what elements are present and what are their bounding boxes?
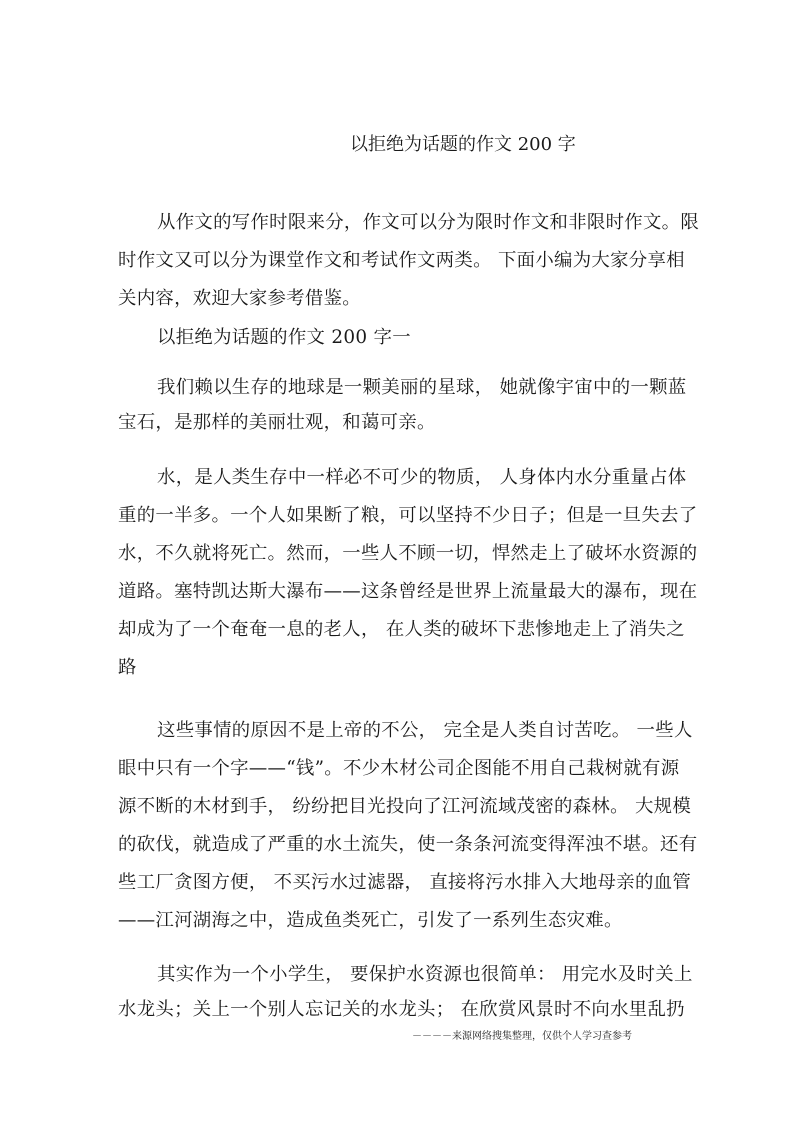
paragraph-line: 我们赖以生存的地球是一颗美丽的星球， 她就像宇宙中的一颗蓝 xyxy=(157,377,687,398)
paragraph-line: 眼中只有一个字——“钱”。不少木材公司企图能不用自己栽树就有源 xyxy=(118,758,680,779)
document-title: 以拒绝为话题的作文 200 字 xyxy=(350,134,576,155)
paragraph-line: 源不断的木材到手， 纷纷把目光投向了江河流域茂密的森林。 大规模 xyxy=(118,796,692,817)
paragraph-line: 道路。塞特凯达斯大瀑布——这条曾经是世界上流量最大的瀑布，现在 xyxy=(118,581,698,602)
paragraph-line: 却成为了一个奄奄一息的老人， 在人类的破坏下悲惨地走上了消失之 xyxy=(118,619,685,640)
paragraph-line: 其实作为一个小学生， 要保护水资源也很简单： 用完水及时关上 xyxy=(157,964,693,985)
footer-note: －－－－来源网络搜集整理，仅供个人学习查参考 xyxy=(412,1031,632,1042)
intro-line: 关内容，欢迎大家参考借鉴。 xyxy=(118,288,361,309)
paragraph-line: 的砍伐，就造成了严重的水土流失，使一条条河流变得浑浊不堪。还有 xyxy=(118,834,698,855)
intro-line: 时作文又可以分为课堂作文和考试作文两类。 下面小编为大家分享相 xyxy=(118,250,685,271)
paragraph-line: 水，是人类生存中一样必不可少的物质， 人身体内水分重量占体 xyxy=(157,467,687,488)
paragraph-line: 重的一半多。一个人如果断了粮，可以坚持不少日子；但是一旦失去了 xyxy=(118,505,698,526)
paragraph-line: 水龙头；关上一个别人忘记关的水龙头； 在欣赏风景时不向水里乱扔 xyxy=(118,999,685,1020)
paragraph-line: 路 xyxy=(118,657,137,678)
subheading: 以拒绝为话题的作文 200 字一 xyxy=(157,327,411,348)
paragraph-line: ——江河湖海之中，造成鱼类死亡，引发了一系列生态灾难。 xyxy=(118,910,623,931)
paragraph-line: 水，不久就将死亡。然而，一些人不顾一切，悍然走上了破坏水资源的 xyxy=(118,543,698,564)
intro-line: 从作文的写作时限来分，作文可以分为限时作文和非限时作文。限 xyxy=(157,212,700,233)
paragraph-line: 这些事情的原因不是上帝的不公， 完全是人类自讨苦吃。 一些人 xyxy=(157,720,693,741)
paragraph-line: 些工厂贪图方便， 不买污水过滤器， 直接将污水排入大地母亲的血管 xyxy=(118,872,692,893)
paragraph-line: 宝石，是那样的美丽壮观，和蔼可亲。 xyxy=(118,412,436,433)
